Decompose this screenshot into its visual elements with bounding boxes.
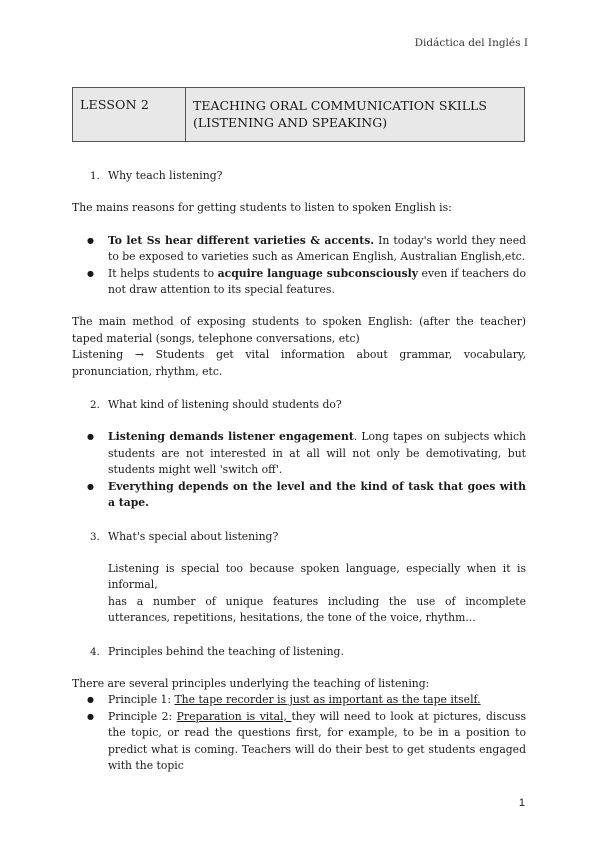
bold-phrase: To let Ss hear different varieties & accents. <box>108 233 375 247</box>
bold-phrase: acquire language subconsciously <box>217 266 419 280</box>
section-number: 1. <box>90 170 100 182</box>
principle-label: Principle 2: <box>108 709 177 723</box>
section-number: 4. <box>90 645 100 658</box>
list-item <box>72 266 526 299</box>
lesson-label: LESSON 2 <box>73 88 186 141</box>
list-item-text: they will need to look at pictures, discuss the topic, or read the questions first, for example, to be in a position to predict what is coming. Teachers will do their best to get students engaged with the topic <box>108 709 526 772</box>
listening-paragraph: Listening → Students get vital information about grammar, vocabulary, pronunciation, rhythm, etc. <box>72 348 526 378</box>
list-item-text: In today's world they need to be exposed to varieties such as American English, Australian English,etc. <box>108 233 526 264</box>
underlined-text: Preparation is vital, <box>176 709 292 723</box>
list-item <box>72 692 526 708</box>
list-item-text: . Long tapes on subjects which students are not interested in at all will not only be demotivating, but students might well 'switch off'. <box>108 430 526 477</box>
section-question: What kind of listening should students do? <box>108 398 342 412</box>
section-question: Why teach listening? <box>108 169 223 182</box>
paragraph-line: has a number of unique features including the use of incomplete utterances, repetitions, hesitations, the tone of the voice, rhythm... <box>108 594 526 625</box>
bold-phrase: Everything depends on the level and the kind of task that goes with a tape. <box>108 479 526 510</box>
section-number: 3. <box>90 530 100 543</box>
lesson-title <box>186 88 524 141</box>
section-4-bullets <box>72 692 526 774</box>
page-number: 1 <box>518 797 525 809</box>
running-header: Didáctica del Inglés I <box>414 37 528 49</box>
lesson-title-line2: (LISTENING AND SPEAKING) <box>193 115 388 130</box>
document-body <box>72 168 526 774</box>
section-2-bullets <box>72 429 526 511</box>
main-method-paragraph: The main method of exposing students to spoken English: (after the teacher) taped material (songs, telephone conversations, etc) <box>72 315 526 345</box>
section-3-text <box>108 561 526 627</box>
paragraph-line: Listening is special too because spoken language, especially when it is informal, <box>108 561 526 592</box>
section-question: What's special about listening? <box>108 529 279 543</box>
lesson-title-line1: TEACHING ORAL COMMUNICATION SKILLS <box>193 98 487 113</box>
section-2-heading <box>90 397 526 413</box>
section-4-heading <box>90 644 526 660</box>
section-number: 2. <box>90 399 100 412</box>
lesson-title-box <box>72 87 525 142</box>
list-item <box>72 479 526 512</box>
list-item-text: It helps students to <box>108 266 218 280</box>
principle-label: Principle 1: <box>108 693 175 707</box>
underlined-text: The tape recorder is just as important as the tape itself. <box>174 693 481 707</box>
list-item <box>72 233 526 266</box>
section-3-heading <box>90 529 526 545</box>
section-question: Principles behind the teaching of listening. <box>108 644 344 658</box>
section-1-heading <box>90 168 526 184</box>
list-item <box>72 429 526 478</box>
list-item <box>72 709 526 775</box>
bold-phrase: Listening demands listener engagement <box>108 430 354 444</box>
section-1-bullets <box>72 233 526 299</box>
list-item-text: even if teachers do not draw attention to its special features. <box>108 266 526 297</box>
section-1-intro: The mains reasons for getting students to listen to spoken English is: <box>72 201 452 215</box>
section-4-intro: There are several principles underlying the teaching of listening: <box>72 676 430 690</box>
